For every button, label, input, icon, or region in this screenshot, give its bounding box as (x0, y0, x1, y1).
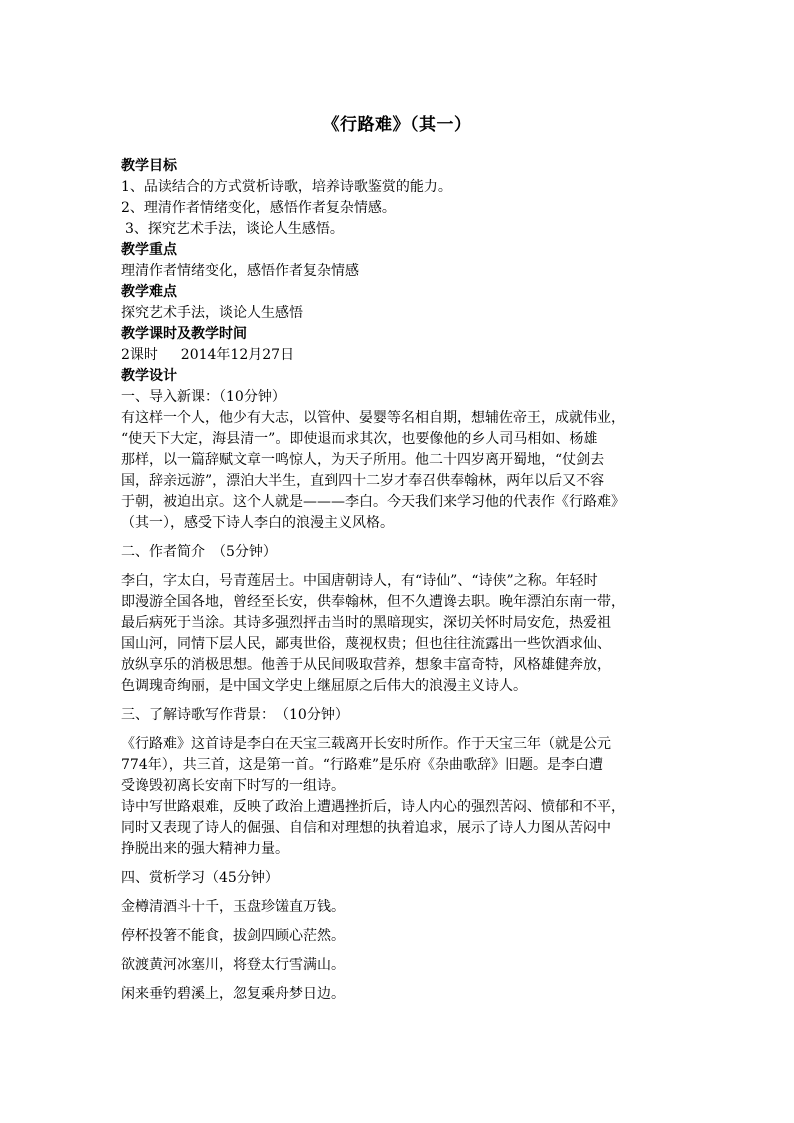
objective-item: 3、探究艺术手法，谈论人生感悟。 (125, 221, 344, 237)
objectives-heading: 教学目标 (121, 158, 177, 174)
poem-line: 欲渡黄河冰塞川，将登太行雪满山。 (121, 957, 345, 973)
text-line: 于朝，被迫出京。这个人就是———李白。今天我们来学习他的代表作《行路难》 (121, 494, 625, 510)
poem-line: 金樽清酒斗十千，玉盘珍馐直万钱。 (121, 899, 345, 915)
text-line: “使天下大定，海县清一”。即使退而求其次，也要像他的乡人司马相如、杨雄 (121, 431, 598, 447)
time-text: 2课时 2014年12月27日 (121, 347, 295, 363)
text-line: 即漫游全国各地，曾经至长安，供奉翰林，但不久遭谗去职。晚年漂泊东南一带， (121, 594, 625, 610)
key-text: 理清作者情绪变化，感悟作者复杂情感 (121, 263, 359, 279)
key-heading: 教学重点 (121, 242, 177, 258)
time-heading: 教学课时及教学时间 (121, 326, 247, 342)
poem-line: 停杯投箸不能食，拔剑四顾心茫然。 (121, 928, 345, 944)
text-line: 同时又表现了诗人的倔强、自信和对理想的执着追求，展示了诗人力图从苦闷中 (121, 820, 611, 836)
text-line: 诗中写世路艰难，反映了政治上遭遇挫折后，诗人内心的强烈苦闷、愤郁和不平， (121, 799, 625, 815)
text-line: （其一），感受下诗人李白的浪漫主义风格。 (121, 515, 394, 531)
poem-line: 闲来垂钓碧溪上，忽复乘舟梦日边。 (121, 986, 345, 1002)
document-body (121, 156, 693, 1005)
text-line: 挣脱出来的强大精神力量。 (121, 841, 289, 857)
section-heading: 二、作者简介 （5分钟） (121, 544, 277, 560)
text-line: 那样，以一篇辞赋文章一鸣惊人，为天子所用。他二十四岁离开蜀地，“仗剑去 (121, 452, 605, 468)
section-heading: 一、导入新课：（10分钟） (121, 389, 286, 405)
text-line: 色调瑰奇绚丽，是中国文学史上继屈原之后伟大的浪漫主义诗人。 (121, 678, 527, 694)
text-line: 国山河，同情下层人民，鄙夷世俗，蔑视权贵；但也往往流露出一些饮酒求仙、 (121, 636, 611, 652)
text-line: 最后病死于当涂。其诗多强烈抨击当时的黑暗现实，深切关怀时局安危，热爱祖 (121, 615, 611, 631)
text-line: 《行路难》这首诗是李白在天宝三载离开长安时所作。作于天宝三年（就是公元 (121, 736, 611, 752)
objective-item: 2、理清作者情绪变化，感悟作者复杂情感。 (121, 200, 396, 216)
text-line: 放纵享乐的消极思想。他善于从民间吸取营养，想象丰富奇特，风格雄健奔放， (121, 657, 611, 673)
objective-item: 1、品读结合的方式赏析诗歌，培养诗歌鉴赏的能力。 (121, 179, 452, 195)
design-heading: 教学设计 (121, 368, 177, 384)
section-heading: 四、赏析学习（45分钟） (121, 870, 279, 886)
section-heading: 三、了解诗歌写作背景： （10分钟） (121, 707, 349, 723)
text-line: 国，辞亲远游”，漂泊大半生，直到四十二岁才奉召供奉翰林，两年以后又不容 (121, 473, 605, 489)
text-line: 774年），共三首，这是第一首。“行路难”是乐府《杂曲歌辞》旧题。是李白遭 (121, 757, 604, 773)
text-line: 有这样一个人，他少有大志，以管仲、晏婴等名相自期，想辅佐帝王，成就伟业， (121, 410, 625, 426)
text-line: 受谗毁初离长安南下时写的一组诗。 (121, 778, 345, 794)
difficulty-heading: 教学难点 (121, 284, 177, 300)
text-line: 李白，字太白，号青莲居士。中国唐朝诗人，有“诗仙”、“诗侠”之称。年轻时 (121, 573, 598, 589)
document-title: 《行路难》（其一） (322, 115, 472, 135)
difficulty-text: 探究艺术手法，谈论人生感悟 (121, 305, 303, 321)
